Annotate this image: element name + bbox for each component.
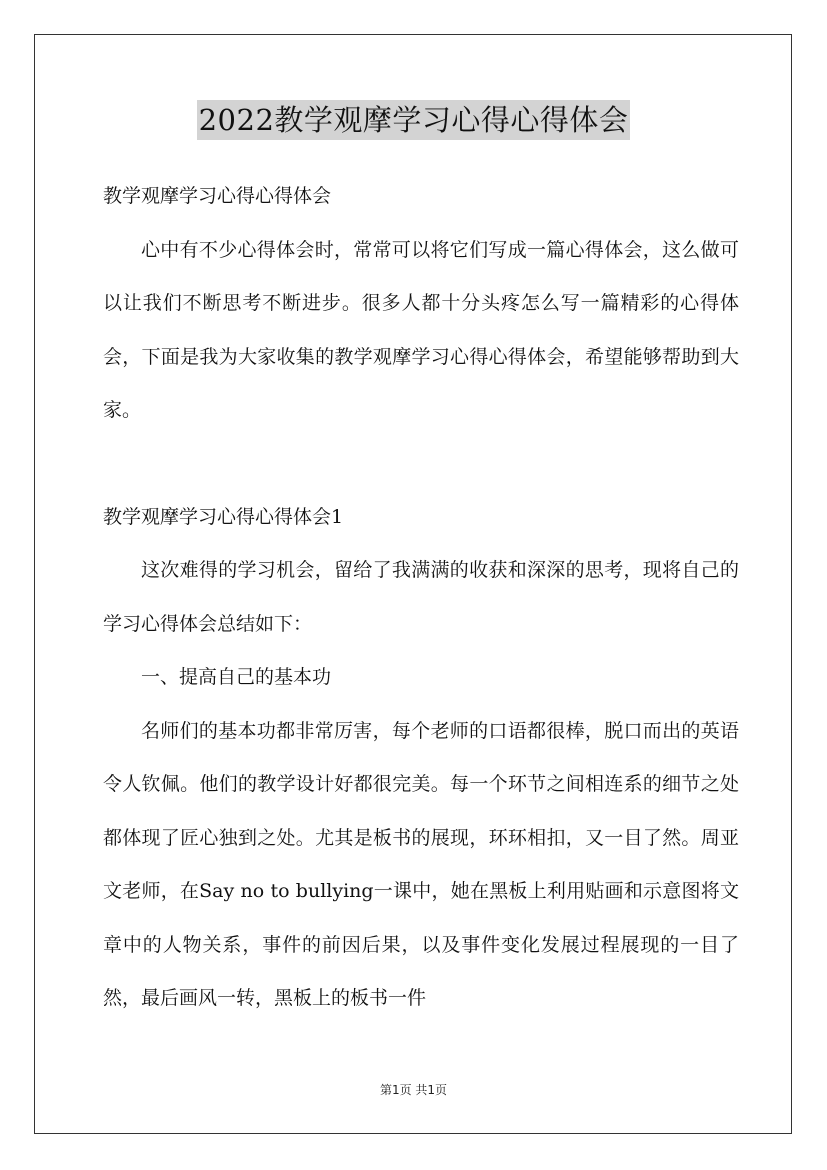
intro-paragraph: 心中有不少心得体会时，常常可以将它们写成一篇心得体会，这么做可以让我们不断思考不断进步。很多人都十分头疼怎么写一篇精彩的心得体会，下面是我为大家收集的教学观摩学习心得心得体会，希望能够帮助到大家。 xyxy=(103,238,739,421)
page-footer xyxy=(0,1082,827,1098)
document-title: 2022教学观摩学习心得心得体会 xyxy=(197,100,631,140)
page-number-label: 第1页 共1页 xyxy=(379,1083,448,1097)
document-subtitle: 教学观摩学习心得心得体会 xyxy=(103,185,332,207)
paragraph-gap xyxy=(103,438,739,491)
section-heading: 教学观摩学习心得心得体会1 xyxy=(103,505,344,528)
document-body xyxy=(103,170,739,1026)
section-paragraph: 名师们的基本功都非常厉害，每个老师的口语都很棒，脱口而出的英语令人钦佩。他们的教学设计好都很完美。每一个环节之间相连系的细节之处都体现了匠心独到之处。尤其是板书的展现，环环相扣，又一目了然。周亚文老师，在Say no to bullying一课中，她在黑板上利用贴画和示意图将文章中的人物关系，事件的前因后果，以及事件变化发展过程展现的一目了然，最后画风一转，黑板上的板书一件 xyxy=(103,719,739,1009)
title-container xyxy=(0,100,827,140)
section-paragraph: 这次难得的学习机会，留给了我满满的收获和深深的思考，现将自己的学习心得体会总结如下： xyxy=(103,559,739,635)
section-subheading: 一、提高自己的基本功 xyxy=(141,666,332,688)
